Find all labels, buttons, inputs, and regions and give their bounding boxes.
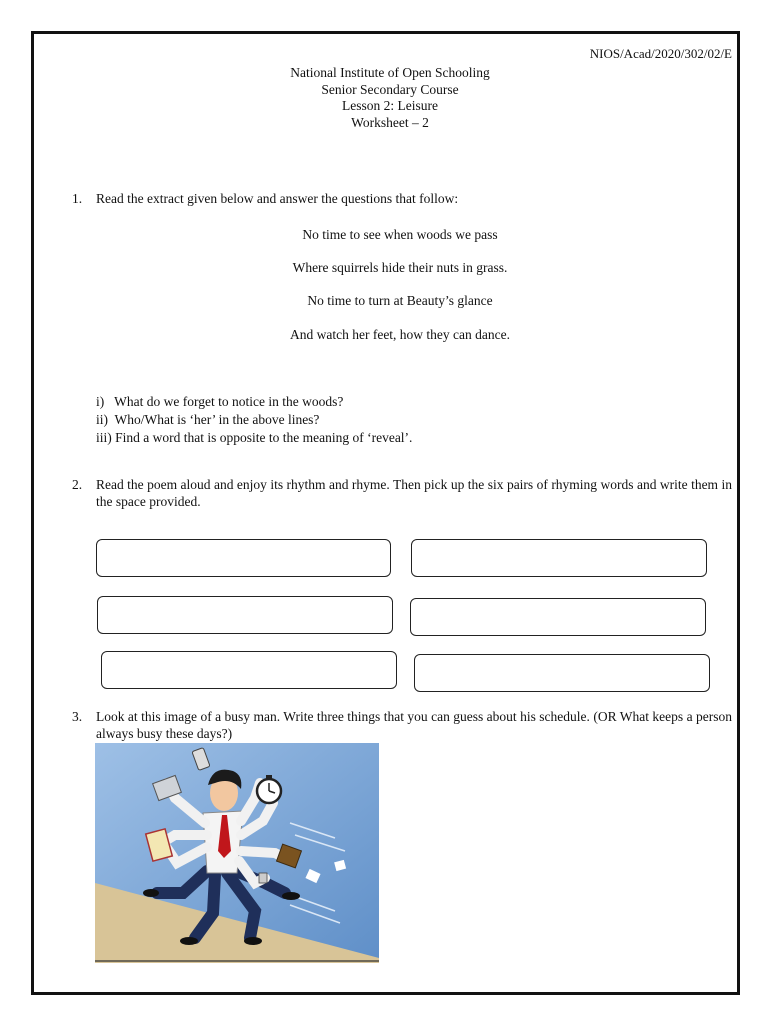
question-number: 1.	[72, 191, 83, 206]
subquestion: i) What do we forget to notice in the woods?	[96, 394, 344, 409]
verse-line: No time to turn at Beauty’s glance	[307, 293, 493, 308]
answer-box[interactable]	[411, 539, 707, 577]
question-number: 2.	[72, 477, 83, 492]
question-text: Read the poem aloud and enjoy its rhythm and rhyme. Then pick up the six pairs of rhyming words and write them in the space provided.	[96, 477, 732, 509]
verse-line: Where squirrels hide their nuts in grass.	[292, 260, 508, 275]
question-text: Look at this image of a busy man. Write three things that you can guess about his schedule. (OR What keeps a person always busy these days?)	[96, 709, 732, 741]
busy-man-illustration	[95, 743, 379, 963]
answer-box[interactable]	[101, 651, 397, 689]
question-number: 3.	[72, 709, 83, 724]
course-name: Senior Secondary Course	[321, 81, 459, 97]
verse-line: And watch her feet, how they can dance.	[289, 327, 511, 342]
document-code: NIOS/Acad/2020/302/02/E	[589, 46, 732, 61]
document-header	[240, 65, 540, 131]
verse-line: No time to see when woods we pass	[302, 227, 498, 242]
worksheet-title: Worksheet – 2	[351, 114, 429, 130]
answer-box[interactable]	[97, 596, 393, 634]
question-text: Read the extract given below and answer the questions that follow:	[96, 191, 459, 206]
answer-box[interactable]	[410, 598, 706, 636]
subquestion: ii) Who/What is ‘her’ in the above lines?	[96, 412, 320, 427]
institute-name: National Institute of Open Schooling	[290, 65, 490, 80]
answer-box[interactable]	[414, 654, 710, 692]
lesson-title: Lesson 2: Leisure	[342, 98, 438, 113]
answer-box[interactable]	[96, 539, 391, 577]
subquestion: iii) Find a word that is opposite to the meaning of ‘reveal’.	[96, 430, 413, 445]
